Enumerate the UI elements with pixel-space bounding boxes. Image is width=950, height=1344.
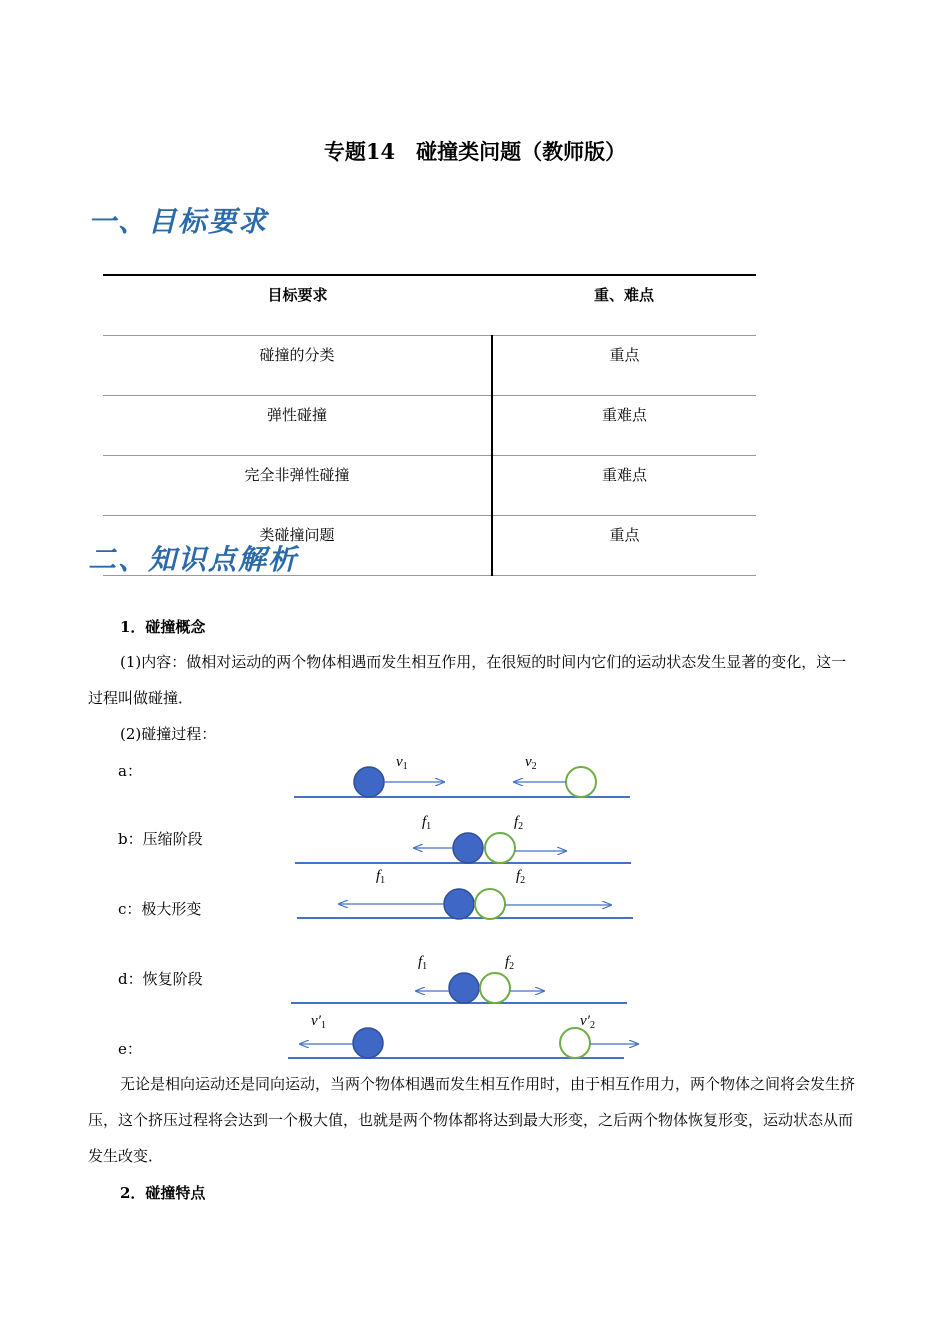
section-heading-knowledge: 二、知识点解析 — [88, 543, 299, 576]
table-cell: 重点 — [492, 516, 756, 576]
label-f2: $f_2$ — [516, 868, 526, 886]
table-cell: 弹性碰撞 — [103, 396, 492, 456]
label-f1: $f_1$ — [422, 814, 432, 832]
stage-a-diagram — [294, 754, 630, 797]
ball-1 — [354, 767, 384, 797]
label-f2: $f_2$ — [514, 814, 524, 832]
ball-1 — [353, 1028, 383, 1058]
table-row — [103, 456, 756, 516]
point-heading-1: 1．碰撞概念 — [120, 618, 206, 636]
section-heading-goals: 一、目标要求 — [88, 205, 269, 238]
table-row — [103, 336, 756, 396]
ball-2 — [480, 973, 510, 1003]
ball-2 — [475, 889, 505, 919]
table-cell: 重难点 — [492, 396, 756, 456]
stage-label-c: c：极大形变 — [118, 900, 202, 918]
ball-2 — [485, 833, 515, 863]
label-v2: $v_2$ — [525, 754, 537, 772]
label-f1: $f_1$ — [418, 954, 428, 972]
ball-1 — [449, 973, 479, 1003]
table-row — [103, 396, 756, 456]
table-header-difficulty: 重、难点 — [492, 275, 756, 336]
label-f2: $f_2$ — [505, 954, 515, 972]
stage-label-b: b：压缩阶段 — [118, 830, 203, 848]
label-f1: $f_1$ — [376, 868, 386, 886]
paragraph-definition: (1)内容：做相对运动的两个物体相遇而发生相互作用，在很短的时间内它们的运动状态发生显著的变化，这一过程叫做碰撞． — [88, 653, 847, 707]
collision-process-figure — [0, 740, 950, 1070]
label-v2-prime: $v'_2$ — [580, 1013, 595, 1031]
table-cell: 重难点 — [492, 456, 756, 516]
table-cell: 重点 — [492, 336, 756, 396]
stage-label-d: d：恢复阶段 — [118, 970, 203, 988]
table-cell: 碰撞的分类 — [103, 336, 492, 396]
stage-e-diagram — [288, 1013, 638, 1058]
ball-1 — [453, 833, 483, 863]
point-heading-2: 2．碰撞特点 — [120, 1184, 206, 1202]
stage-d-diagram — [291, 954, 627, 1003]
label-v1-prime: $v'_1$ — [311, 1013, 326, 1031]
stage-label-e: e： — [118, 1040, 142, 1058]
ball-2 — [566, 767, 596, 797]
stage-b-diagram — [295, 814, 631, 863]
ball-1 — [444, 889, 474, 919]
paragraph-process: (2)碰撞过程： — [120, 725, 217, 743]
table-cell: 完全非弹性碰撞 — [103, 456, 492, 516]
ball-2 — [560, 1028, 590, 1058]
page-title: 专题14 碰撞类问题（教师版） — [323, 139, 627, 164]
paragraph-explanation: 无论是相向运动还是同向运动，当两个物体相遇而发生相互作用时，由于相互作用力，两个物体之间将会发生挤压，这个挤压过程将会达到一个极大值，也就是两个物体都将达到最大形变，之后两个物体恢复形变，运动状态从而发生改变． — [88, 1075, 856, 1165]
table-cell: 类碰撞问题 — [103, 516, 492, 576]
goals-table — [103, 274, 756, 576]
table-header-goal: 目标要求 — [103, 275, 492, 336]
label-v1: $v_1$ — [396, 754, 408, 772]
stage-c-diagram — [297, 868, 633, 919]
stage-label-a: a： — [118, 762, 142, 780]
